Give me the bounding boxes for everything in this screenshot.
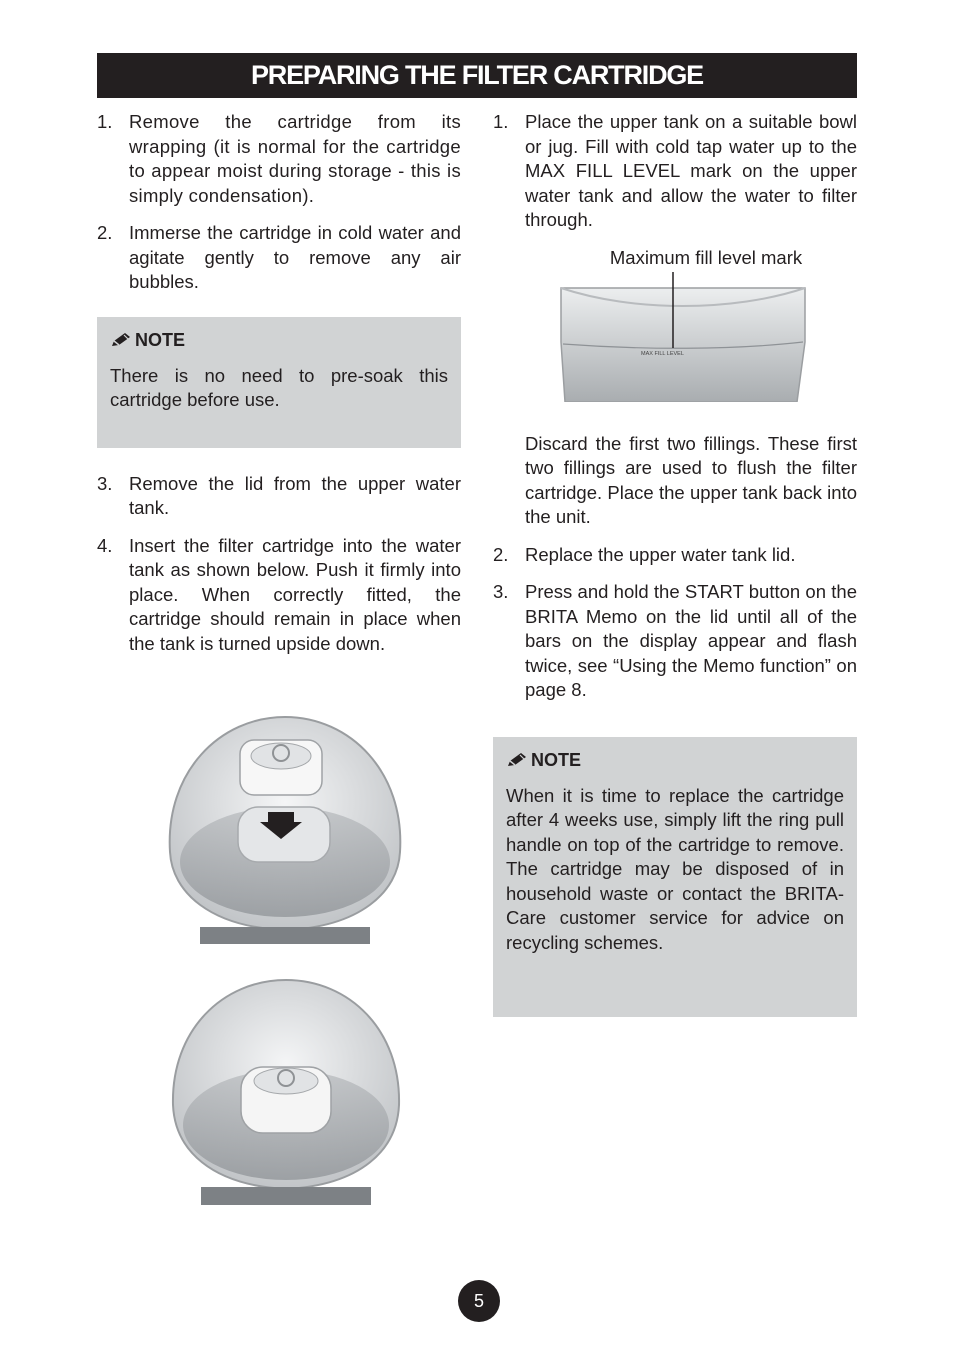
steps-list-right-b	[493, 543, 857, 703]
step-number: 1.	[97, 111, 113, 132]
right-column	[493, 110, 857, 1017]
step-text: Remove the lid from the upper water tank.	[129, 472, 461, 518]
step-number: 1.	[493, 111, 509, 132]
step-text: Immerse the cartridge in cold water and agitate gently to remove any air bubbles.	[129, 222, 461, 292]
cartridge-insert-figure	[160, 712, 410, 947]
note-heading-label: NOTE	[531, 749, 582, 770]
step-number: 4.	[97, 534, 113, 556]
step-number: 3.	[493, 581, 509, 602]
note-text: There is no need to pre-soak this cartridge before use.	[110, 364, 448, 410]
note-heading	[110, 327, 448, 353]
note-text: When it is time to replace the cartridge after 4 weeks use, simply lift the ring pull handle on top of the cartridge to remove. The cartridge may be disposed of in household waste or contact the BRITA-Care customer service for advice on recycling schemes.	[506, 784, 844, 953]
figure-caption: Maximum fill level mark	[609, 246, 803, 268]
note-heading-label: NOTE	[135, 329, 186, 350]
max-fill-tank-label: MAX FILL LEVEL	[641, 350, 684, 357]
step-item	[97, 534, 461, 657]
pencil-icon	[110, 332, 132, 348]
cartridge-fitted-figure	[163, 975, 409, 1207]
step-text: Remove the cartridge from its wrapping (it is normal for the cartridge to appear moist during storage - this is simply condensation).	[129, 111, 461, 206]
steps-list-b	[97, 472, 461, 657]
left-column	[97, 110, 461, 669]
step-number: 2.	[493, 543, 509, 565]
max-fill-figure	[493, 272, 857, 402]
note-box	[97, 317, 461, 448]
step-item	[97, 472, 461, 521]
step-item	[97, 110, 461, 208]
step-number: 2.	[97, 222, 113, 243]
page-number: 5	[458, 1280, 500, 1322]
note-heading	[506, 747, 844, 773]
discard-paragraph: Discard the first two fillings. These first two fillings are used to flush the filter cartridge. Place the upper tank back into the unit.	[525, 432, 857, 527]
step-item	[493, 543, 857, 568]
steps-list-a	[97, 110, 461, 295]
step-item	[493, 110, 857, 233]
step-text: Place the upper tank on a suitable bowl or jug. Fill with cold tap water up to the MAX FILL LEVEL mark on the upper water tank and allow the water to filter through.	[525, 111, 857, 230]
step-text: Press and hold the START button on the BRITA Memo on the lid until all of the bars on the display appear and flash twice, see “Using the Memo function” on page 8.	[525, 581, 857, 700]
step-text: Insert the filter cartridge into the water tank as shown below. Push it firmly into place. When correctly fitted, the cartridge should remain in place when the tank is turned upside down.	[129, 534, 461, 654]
note-box	[493, 737, 857, 1017]
step-item	[97, 221, 461, 295]
step-number: 3.	[97, 472, 113, 494]
steps-list-right-a	[493, 110, 857, 233]
step-text: Replace the upper water tank lid.	[525, 543, 796, 565]
step-item	[493, 580, 857, 703]
pencil-icon	[506, 752, 528, 768]
page-title: PREPARING THE FILTER CARTRIDGE	[97, 53, 857, 98]
